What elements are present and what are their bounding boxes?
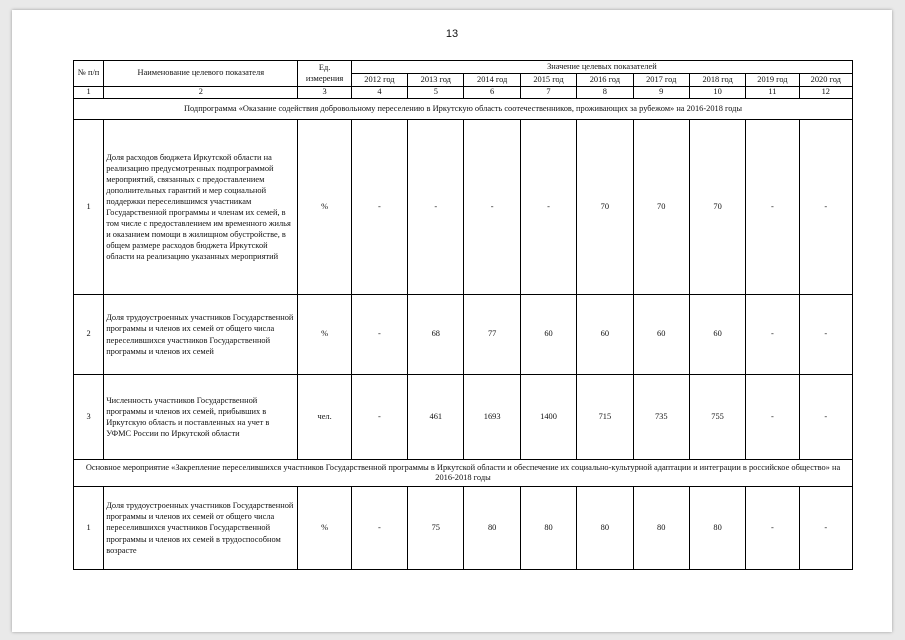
value-cell: - [408, 120, 464, 295]
value-cell: 68 [408, 295, 464, 375]
value-cell: - [464, 120, 520, 295]
value-cell: - [351, 487, 407, 570]
indicators-table [73, 60, 853, 570]
table-row [74, 487, 853, 570]
value-cell: - [351, 375, 407, 460]
value-cell: - [799, 487, 852, 570]
value-cell: 80 [689, 487, 745, 570]
section-2-title: Основное мероприятие «Закрепление переселившихся участников Государственной программы в Иркутской области и обеспечение их социально-культурной адаптации и интеграции в российское общество» на 2016-2018 годы [74, 460, 853, 487]
header-year: 2020 год [799, 74, 852, 87]
value-cell: 60 [689, 295, 745, 375]
unit-cell: % [298, 120, 351, 295]
column-number: 10 [689, 87, 745, 99]
header-year: 2015 год [520, 74, 576, 87]
unit-cell: % [298, 487, 351, 570]
indicator-name: Доля трудоустроенных участников Государственной программы и членов их семей от общего числа переселившихся участников Государственной программы и членов их семей в трудоспособном возрасте [104, 487, 298, 570]
column-number: 8 [577, 87, 633, 99]
unit-cell: % [298, 295, 351, 375]
value-cell: 715 [577, 375, 633, 460]
row-num: 2 [74, 295, 104, 375]
header-year: 2012 год [351, 74, 407, 87]
value-cell: 735 [633, 375, 689, 460]
column-number: 7 [520, 87, 576, 99]
value-cell: - [746, 295, 799, 375]
value-cell: 1693 [464, 375, 520, 460]
value-cell: 80 [633, 487, 689, 570]
header-name: Наименование целевого показателя [104, 61, 298, 87]
value-cell: 461 [408, 375, 464, 460]
value-cell: 75 [408, 487, 464, 570]
table-row [74, 375, 853, 460]
value-cell: - [799, 295, 852, 375]
header-year: 2013 год [408, 74, 464, 87]
header-year: 2018 год [689, 74, 745, 87]
indicator-name: Доля расходов бюджета Иркутской области на реализацию предусмотренных подпрограммой мероприятий, связанных с предоставлением дополнительных гарантий и мер социальной поддержки переселившимся участникам Государственной программы и членам их семей, в том числе с предоставлением им временного жилья и оказанием помощи в жилищном обустройстве, в общем размере расходов бюджета Иркутской области на реализацию указанных мероприятий [104, 120, 298, 295]
unit-cell: чел. [298, 375, 351, 460]
value-cell: 70 [577, 120, 633, 295]
document-page [12, 10, 892, 632]
column-number: 6 [464, 87, 520, 99]
header-year: 2016 год [577, 74, 633, 87]
value-cell: 755 [689, 375, 745, 460]
value-cell: 60 [520, 295, 576, 375]
header-year: 2014 год [464, 74, 520, 87]
value-cell: 80 [520, 487, 576, 570]
page-number: 13 [445, 28, 459, 40]
value-cell: - [351, 120, 407, 295]
indicator-name: Численность участников Государственной программы и членов их семей, прибывших в Иркутскую область и поставленных на учет в УФМС России по Иркутской области [104, 375, 298, 460]
value-cell: 77 [464, 295, 520, 375]
column-number: 12 [799, 87, 852, 99]
header-year: 2017 год [633, 74, 689, 87]
column-number: 1 [74, 87, 104, 99]
value-cell: 60 [577, 295, 633, 375]
row-num: 1 [74, 487, 104, 570]
value-cell: 80 [577, 487, 633, 570]
column-number: 11 [746, 87, 799, 99]
header-values: Значение целевых показателей [351, 61, 852, 74]
column-number: 2 [104, 87, 298, 99]
row-num: 3 [74, 375, 104, 460]
header-unit: Ед. измерения [298, 61, 351, 87]
value-cell: - [746, 487, 799, 570]
value-cell: - [799, 120, 852, 295]
value-cell: 1400 [520, 375, 576, 460]
table-row [74, 120, 853, 295]
column-number: 9 [633, 87, 689, 99]
column-number: 5 [408, 87, 464, 99]
value-cell: - [799, 375, 852, 460]
header-num: № п/п [74, 61, 104, 87]
value-cell: - [520, 120, 576, 295]
header-row-1 [74, 61, 853, 74]
value-cell: - [746, 120, 799, 295]
value-cell: - [351, 295, 407, 375]
value-cell: 80 [464, 487, 520, 570]
section-title-row [74, 99, 853, 120]
value-cell: - [746, 375, 799, 460]
section-title-row [74, 460, 853, 487]
row-num: 1 [74, 120, 104, 295]
value-cell: 70 [689, 120, 745, 295]
column-number: 3 [298, 87, 351, 99]
column-number: 4 [351, 87, 407, 99]
section-1-title: Подпрограмма «Оказание содействия добровольному переселению в Иркутскую область соотечественников, проживающих за рубежом» на 2016-2018 годы [74, 99, 853, 120]
column-numbers-row [74, 87, 853, 99]
value-cell: 60 [633, 295, 689, 375]
table-row [74, 295, 853, 375]
indicator-name: Доля трудоустроенных участников Государственной программы и членов их семей от общего числа переселившихся участников Государственной программы и членов их семей [104, 295, 298, 375]
value-cell: 70 [633, 120, 689, 295]
header-year: 2019 год [746, 74, 799, 87]
